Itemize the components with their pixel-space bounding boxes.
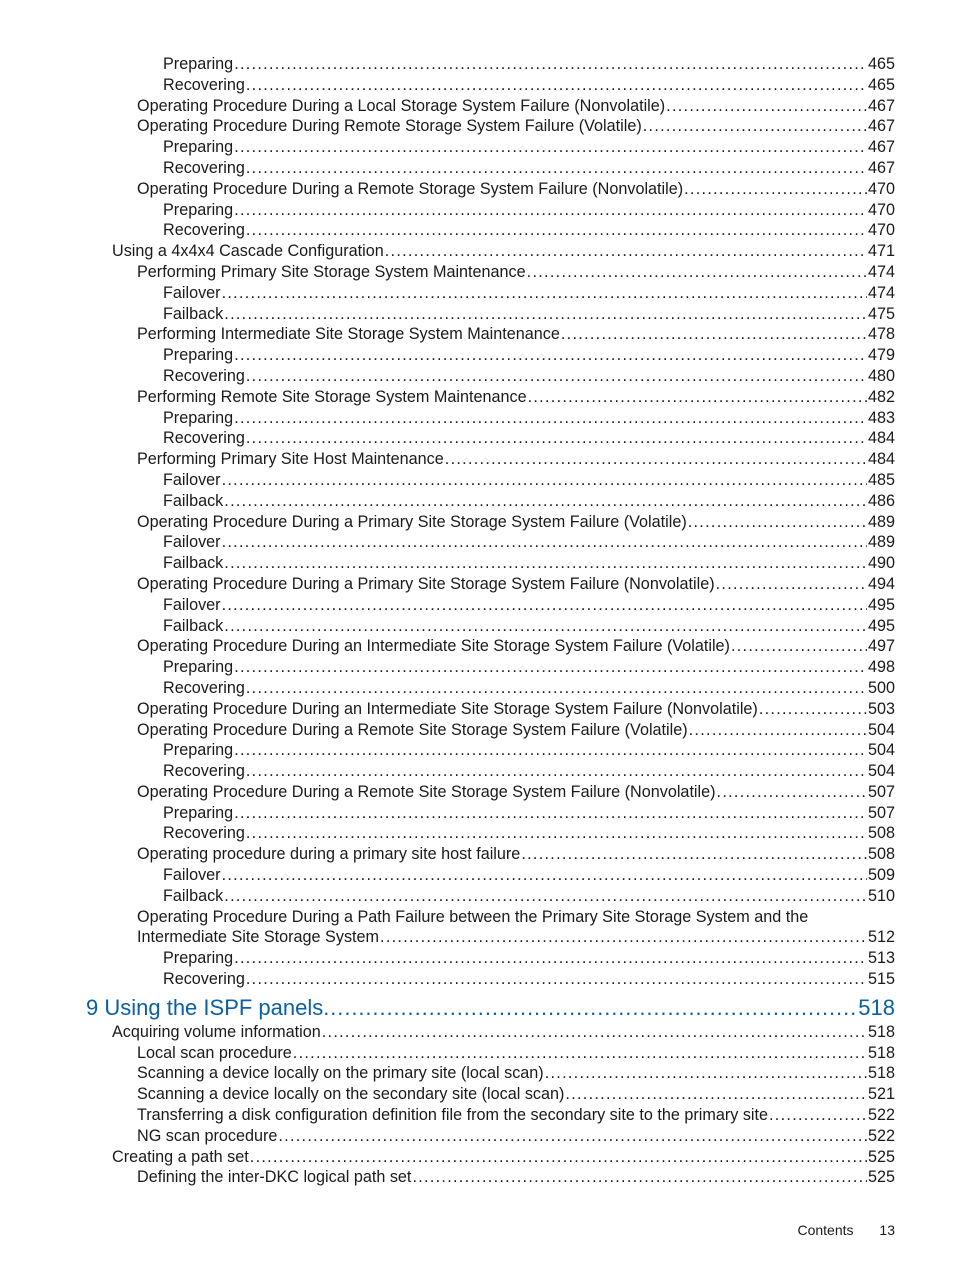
dot-leader [688,512,867,533]
toc-entry[interactable] [137,387,895,408]
toc-entry-page: 518 [858,994,895,1020]
toc-entry-title: Operating Procedure During a Remote Site Storage System Failure (Volatile) [137,720,688,739]
toc-entry-title: Performing Remote Site Storage System Maintenance [137,387,527,406]
toc-entry-page: 470 [867,179,895,198]
toc-entry-page: 504 [867,741,895,760]
dot-leader [769,1105,867,1126]
toc-entry[interactable] [137,1063,895,1084]
toc-entry-title: Operating Procedure During an Intermediate Site Storage System Failure (Volatile) [137,637,730,656]
toc-entry-page: 489 [867,512,895,531]
toc-entry-title: Failback [163,304,224,323]
dot-leader [246,761,867,782]
dot-leader [224,886,867,907]
toc-entry-title: Transferring a disk configuration definition file from the secondary site to the primary site [137,1106,769,1125]
toc-entry-title: Failover [163,595,221,614]
toc-entry-page: 467 [867,96,895,115]
toc-entry[interactable] [137,699,895,720]
dot-leader [246,75,867,96]
dot-leader [246,366,867,387]
toc-entry-page: 497 [867,637,895,656]
toc-entry[interactable] [137,512,895,533]
toc-entry-title: Performing Intermediate Site Storage System Maintenance [137,325,560,344]
toc-entry[interactable] [137,720,895,741]
toc-entry-page: 494 [867,574,895,593]
toc-entry-title: Defining the inter-DKC logical path set [137,1168,412,1187]
toc-entry-title: Failback [163,616,224,635]
toc-entry-title: Using a 4x4x4 Cascade Configuration [112,242,384,261]
toc-entry-title: Preparing [163,658,234,677]
dot-leader [224,491,867,512]
toc-entry-page: 490 [867,554,895,573]
toc-entry[interactable] [137,1126,895,1147]
toc-entry-title: Failover [163,283,221,302]
toc-entry-page: 522 [867,1106,895,1125]
toc-entry-page: 482 [867,387,895,406]
toc-entry[interactable] [163,948,895,969]
dot-leader [528,387,867,408]
toc-entry-title: Recovering [163,824,245,843]
dot-leader [234,408,867,429]
toc-entry-page: 512 [867,928,895,947]
toc-entry-title: Preparing [163,346,234,365]
toc-entry[interactable] [137,96,895,117]
table-of-contents [0,54,954,1188]
toc-entry[interactable] [163,616,895,637]
toc-entry[interactable] [137,179,895,200]
dot-leader [293,1043,867,1064]
toc-entry-page: 485 [867,470,895,489]
toc-entry-page: 470 [867,200,895,219]
toc-entry-title: Operating Procedure During a Primary Site Storage System Failure (Nonvolatile) [137,574,715,593]
toc-entry-page: 498 [867,658,895,677]
dot-leader [246,969,867,990]
toc-entry-title: Preparing [163,138,234,157]
toc-entry[interactable] [137,844,895,865]
dot-leader [246,158,867,179]
toc-entry-page: 504 [867,762,895,781]
toc-entry[interactable] [163,428,895,449]
toc-entry-page: 475 [867,304,895,323]
toc-entry[interactable] [163,595,895,616]
toc-entry[interactable] [163,803,895,824]
toc-entry-page: 474 [867,283,895,302]
dot-leader [565,1084,867,1105]
toc-entry-title: Operating Procedure During an Intermediate Site Storage System Failure (Nonvolatile) [137,699,758,718]
dot-leader [545,1063,867,1084]
toc-entry-page: 465 [867,75,895,94]
toc-entry[interactable] [137,574,895,595]
dot-leader [666,96,867,117]
toc-entry-title: Recovering [163,970,245,989]
toc-entry-title: Recovering [163,678,245,697]
toc-entry-page: 508 [867,824,895,843]
dot-leader [716,574,867,595]
toc-entry[interactable] [163,740,895,761]
dot-leader [689,720,867,741]
toc-entry-title: Preparing [163,200,234,219]
toc-entry[interactable] [163,220,895,241]
toc-entry-page: 522 [867,1126,895,1145]
dot-leader [246,428,867,449]
dot-leader [323,994,858,1022]
toc-entry-page: 525 [867,1168,895,1187]
toc-entry-title-line[interactable]: Operating Procedure During a Path Failure between the Primary Site Storage System and the [137,907,809,926]
toc-entry-title: Performing Primary Site Host Maintenance [137,450,444,469]
toc-entry-page: 504 [867,720,895,739]
toc-entry-page: 513 [867,949,895,968]
toc-entry-title: Operating procedure during a primary site host failure [137,845,521,864]
toc-entry-page: 518 [867,1064,895,1083]
toc-entry-page: 486 [867,491,895,510]
toc-entry-page: 495 [867,595,895,614]
dot-leader [684,179,867,200]
toc-entry[interactable] [137,636,895,657]
toc-entry-page: 483 [867,408,895,427]
dot-leader [234,200,867,221]
toc-entry-title: Preparing [163,55,234,73]
dot-leader [222,595,867,616]
toc-entry-page: 484 [867,450,895,469]
toc-entry-title: Recovering [163,429,245,448]
toc-entry[interactable] [137,1105,895,1126]
toc-entry[interactable] [163,283,895,304]
dot-leader [521,844,867,865]
toc-entry-page: 471 [867,242,895,261]
toc-entry[interactable] [112,1147,895,1168]
toc-entry-page: 518 [867,1043,895,1062]
toc-entry-title: Recovering [163,158,245,177]
dot-leader [246,678,867,699]
dot-leader [234,740,867,761]
dot-leader [246,220,867,241]
dot-leader [322,1022,867,1043]
dot-leader [385,241,867,262]
toc-entry-page: 507 [867,782,895,801]
toc-entry-page: 500 [867,678,895,697]
toc-entry-page: 474 [867,262,895,281]
dot-leader [717,782,867,803]
toc-entry-title: Operating Procedure During a Local Storage System Failure (Nonvolatile) [137,96,666,115]
toc-entry[interactable] [163,345,895,366]
page-footer [797,1222,895,1238]
dot-leader [234,54,867,75]
toc-entry-title: Operating Procedure During a Remote Site Storage System Failure (Nonvolatile) [137,782,716,801]
toc-entry-title: Acquiring volume information [112,1022,321,1041]
toc-entry-title: Recovering [163,762,245,781]
toc-entry-title: Failback [163,554,224,573]
toc-entry-page: 467 [867,117,895,136]
dot-leader [222,470,867,491]
toc-entry[interactable] [137,449,895,470]
toc-entry[interactable] [163,761,895,782]
dot-leader [643,116,867,137]
toc-entry[interactable] [112,1022,895,1043]
toc-entry-title: Local scan procedure [137,1043,292,1062]
toc-entry-title: Operating Procedure During a Primary Site Storage System Failure (Volatile) [137,512,687,531]
toc-entry[interactable] [163,886,895,907]
toc-entry-page: 470 [867,221,895,240]
dot-leader [250,1147,867,1168]
footer-label: Contents [797,1222,854,1238]
toc-entry[interactable] [163,158,895,179]
dot-leader [234,657,867,678]
toc-entry-title: Operating Procedure During Remote Storage System Failure (Volatile) [137,117,642,136]
toc-entry-page: 467 [867,158,895,177]
toc-entry-title: NG scan procedure [137,1126,278,1145]
dot-leader [222,283,867,304]
toc-entry[interactable] [163,366,895,387]
dot-leader [234,345,867,366]
toc-entry[interactable] [137,1043,895,1064]
toc-entry[interactable] [163,54,895,75]
toc-entry-page: 521 [867,1085,895,1104]
dot-leader [527,262,867,283]
toc-entry[interactable] [163,657,895,678]
toc-entry-title: Scanning a device locally on the primary site (local scan) [137,1064,544,1083]
toc-entry-title: Failover [163,533,221,552]
toc-entry[interactable] [137,262,895,283]
toc-entry[interactable] [112,241,895,262]
dot-leader [224,553,867,574]
toc-entry-title: Intermediate Site Storage System [137,928,380,947]
toc-entry-title: Preparing [163,803,234,822]
toc-entry-page: 503 [867,699,895,718]
dot-leader [222,532,867,553]
dot-leader [561,324,867,345]
toc-entry-page: 489 [867,533,895,552]
toc-chapter-entry[interactable] [86,992,895,1022]
toc-entry[interactable] [163,969,895,990]
dot-leader [224,304,867,325]
toc-entry[interactable] [163,865,895,886]
toc-entry-title: Failover [163,866,221,885]
toc-entry-title: Preparing [163,741,234,760]
toc-entry-page: 484 [867,429,895,448]
toc-entry[interactable] [137,927,895,948]
toc-entry-page: 510 [867,886,895,905]
toc-entry-title: Recovering [163,221,245,240]
toc-entry-title: Creating a path set [112,1147,249,1166]
toc-entry-title: Preparing [163,949,234,968]
toc-entry[interactable] [163,823,895,844]
toc-entry-page: 478 [867,325,895,344]
toc-entry[interactable] [163,678,895,699]
dot-leader [278,1126,867,1147]
toc-entry-page: 495 [867,616,895,635]
toc-entry-page: 507 [867,803,895,822]
toc-entry-page: 508 [867,845,895,864]
toc-entry-page: 480 [867,366,895,385]
dot-leader [222,865,867,886]
toc-entry-title: 9 Using the ISPF panels [86,994,324,1020]
dot-leader [224,616,867,637]
dot-leader [234,803,867,824]
toc-entry-page: 465 [867,55,895,73]
toc-entry-page: 518 [867,1022,895,1041]
dot-leader [380,927,867,948]
toc-entry[interactable] [137,324,895,345]
toc-entry-title: Failback [163,886,224,905]
toc-entry-title: Failback [163,491,224,510]
dot-leader [246,823,867,844]
toc-entry-title: Recovering [163,75,245,94]
dot-leader [234,948,867,969]
toc-entry-page: 479 [867,346,895,365]
toc-entry-title: Recovering [163,366,245,385]
toc-entry[interactable] [137,782,895,803]
toc-entry[interactable] [163,304,895,325]
toc-entry[interactable] [137,116,895,137]
footer-page-number: 13 [879,1222,895,1238]
dot-leader [412,1167,867,1188]
toc-entry[interactable] [137,1084,895,1105]
toc-entry[interactable] [163,491,895,512]
toc-entry-title: Failover [163,470,221,489]
toc-entry-page: 509 [867,866,895,885]
toc-entry-title: Preparing [163,408,234,427]
dot-leader [731,636,867,657]
toc-entry-title: Scanning a device locally on the secondary site (local scan) [137,1085,565,1104]
toc-entry[interactable] [163,553,895,574]
toc-entry[interactable] [137,1167,895,1188]
dot-leader [445,449,867,470]
toc-entry-page: 467 [867,138,895,157]
toc-entry[interactable] [163,532,895,553]
toc-entry-title: Performing Primary Site Storage System Maintenance [137,262,526,281]
toc-entry[interactable] [163,200,895,221]
toc-entry[interactable] [163,75,895,96]
toc-entry[interactable] [163,470,895,491]
toc-entry[interactable] [163,137,895,158]
dot-leader [234,137,867,158]
dot-leader [759,699,867,720]
toc-entry-title: Operating Procedure During a Remote Storage System Failure (Nonvolatile) [137,179,684,198]
toc-entry[interactable] [163,408,895,429]
toc-entry-page: 515 [867,970,895,989]
toc-entry-page: 525 [867,1147,895,1166]
